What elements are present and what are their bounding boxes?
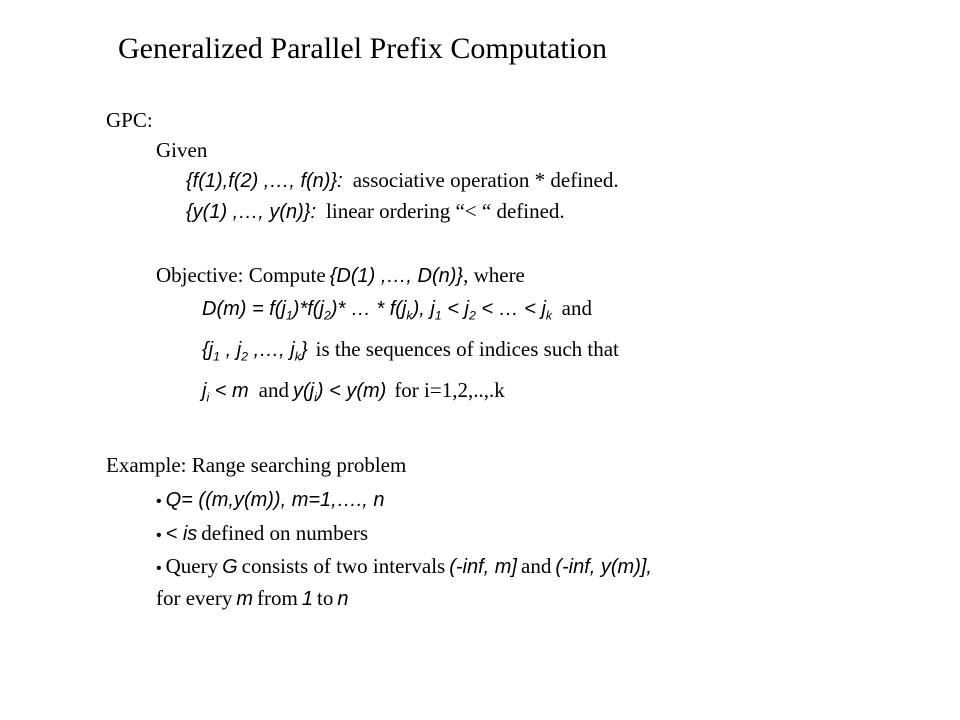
sequence-line — [202, 337, 619, 362]
query-text: to — [317, 586, 334, 610]
dm-part: )* … * f(j — [330, 298, 407, 320]
f-set-text: associative operation * defined. — [352, 168, 619, 192]
dm-part: < j — [441, 298, 469, 320]
seq-sub: 1 — [213, 349, 221, 364]
objective-prefix: Objective: Compute — [156, 263, 326, 287]
bullet-q — [156, 489, 385, 512]
given-line-f — [186, 168, 619, 193]
cond-part: j — [202, 380, 207, 402]
cond-part: ) < y(m) — [316, 380, 387, 402]
cond-and: and — [258, 378, 289, 402]
dm-sub: 2 — [468, 308, 476, 323]
cond-part: < m — [209, 380, 249, 402]
dm-part: < … < j — [475, 298, 546, 320]
objective-line — [156, 263, 525, 288]
seq-part: , j — [220, 339, 242, 361]
f-set: {f(1),f(2) ,…, f(n)}: — [186, 170, 343, 192]
cond-text: for i=1,2,..,.k — [394, 378, 505, 402]
query-text: from — [257, 586, 298, 610]
seq-part: ,…, j — [248, 339, 295, 361]
dm-part: ), j — [412, 298, 435, 320]
seq-sub: k — [294, 349, 301, 364]
d-set: {D(1) ,…, D(n)} — [329, 265, 464, 287]
objective-suffix: , where — [463, 263, 525, 287]
dm-sub: 1 — [434, 308, 442, 323]
bullet-query — [156, 554, 652, 579]
query-n: n — [337, 588, 349, 610]
y-set-text: linear ordering “< “ defined. — [326, 199, 565, 223]
seq-part: {j — [202, 339, 214, 361]
dm-part: )*f(j — [292, 298, 324, 320]
y-set: {y(1) ,…, y(n)}: — [186, 201, 317, 223]
cond-y — [293, 380, 387, 405]
seq-sub: 2 — [241, 349, 249, 364]
query-m: m — [236, 588, 254, 610]
dm-sub: 1 — [285, 308, 293, 323]
query-text: Query — [165, 554, 219, 578]
query-one: 1 — [301, 588, 313, 610]
query-continuation — [156, 586, 348, 611]
dm-sub: k — [406, 308, 413, 323]
query-text: and — [521, 554, 552, 578]
interval-ym: (-inf, y(m)], — [555, 556, 652, 578]
query-g: G — [222, 556, 238, 578]
cond-sub: i — [206, 390, 210, 405]
dm-part: D(m) = f(j — [202, 298, 286, 320]
condition-line — [202, 378, 505, 403]
order-symbol: < is — [165, 523, 198, 545]
j-seq — [202, 339, 308, 364]
sequence-text: is the sequences of indices such that — [315, 337, 619, 361]
page-title: Generalized Parallel Prefix Computation — [118, 32, 608, 65]
given-label: Given — [156, 138, 208, 162]
dm-formula — [202, 296, 592, 321]
dm-sub: k — [545, 308, 553, 323]
dm-and: and — [561, 296, 592, 320]
given-line-y — [186, 199, 565, 224]
dm-sub: 2 — [323, 308, 331, 323]
interval-m: (-inf, m] — [449, 556, 517, 578]
query-text: consists of two intervals — [241, 554, 446, 578]
seq-part: } — [300, 339, 308, 361]
cond-sub: i — [314, 390, 317, 405]
cond-part: y(j — [293, 380, 315, 402]
query-text: for every — [156, 586, 233, 610]
cond-ji — [202, 380, 249, 405]
gpc-label: GPC: — [106, 108, 153, 132]
bullet-order — [156, 521, 368, 546]
example-label: Example: Range searching problem — [106, 453, 407, 477]
q-def: Q= ((m,y(m)), m=1,…., n — [165, 489, 385, 511]
order-text: defined on numbers — [201, 521, 369, 545]
